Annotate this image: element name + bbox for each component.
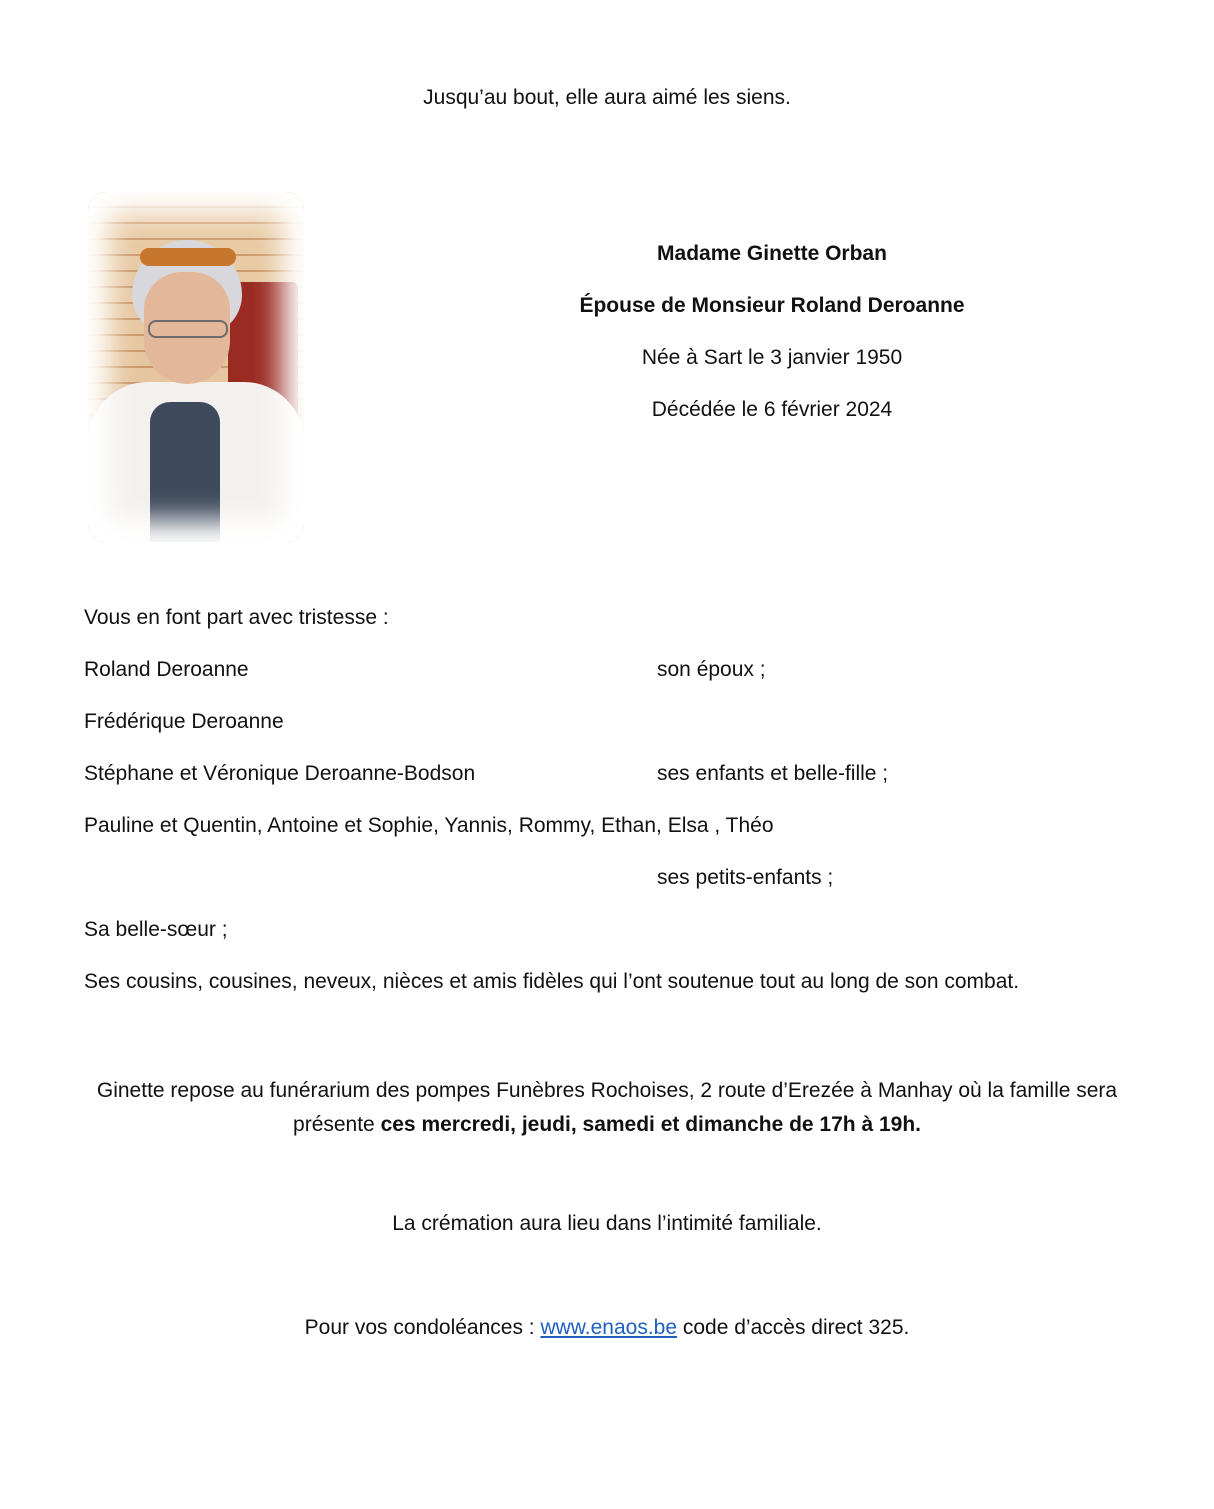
grandchildren-names: Pauline et Quentin, Antoine et Sophie, Yannis, Rommy, Ethan, Elsa , Théo (84, 814, 774, 837)
repose-text: Ginette repose au funérarium des pompes Funèbres Rochoises, 2 route d’Erezée à Manhay où la famille sera présente (96, 1079, 1118, 1136)
family-member-relation: ses enfants et belle-fille ; (657, 762, 889, 785)
motto: Jusqu’au bout, elle aura aimé les siens. (423, 86, 791, 109)
spouse-line: Épouse de Monsieur Roland Deroanne (579, 294, 965, 317)
cremation-notice: La crémation aura lieu dans l’intimité familiale. (392, 1212, 822, 1235)
cousins-line: Ses cousins, cousines, neveux, nièces et amis fidèles qui l’ont soutenue tout au long de son combat. (84, 970, 1020, 993)
sister-in-law-line: Sa belle-sœur ; (84, 918, 228, 941)
condolences-prefix: Pour vos condoléances : (304, 1316, 541, 1339)
portrait-photo (88, 192, 304, 542)
condolences-link[interactable]: www.enaos.be (540, 1316, 678, 1339)
birth-line: Née à Sart le 3 janvier 1950 (641, 346, 903, 369)
family-member-name: Roland Deroanne (84, 658, 249, 681)
family-member-name: Stéphane et Véronique Deroanne-Bodson (84, 762, 476, 785)
repose-paragraph (84, 1074, 1130, 1142)
condolences-line (0, 1316, 1214, 1340)
family-intro: Vous en font part avec tristesse : (84, 606, 389, 629)
family-member-name: Frédérique Deroanne (84, 710, 284, 733)
family-member-relation: ses petits-enfants ; (657, 866, 834, 889)
visiting-hours: ces mercredi, jeudi, samedi et dimanche de 17h à 19h. (380, 1113, 921, 1136)
family-member-relation: son époux ; (657, 658, 766, 681)
deceased-name: Madame Ginette Orban (657, 242, 887, 265)
condolences-suffix: code d’accès direct 325. (677, 1316, 910, 1339)
death-line: Décédée le 6 février 2024 (651, 398, 893, 421)
